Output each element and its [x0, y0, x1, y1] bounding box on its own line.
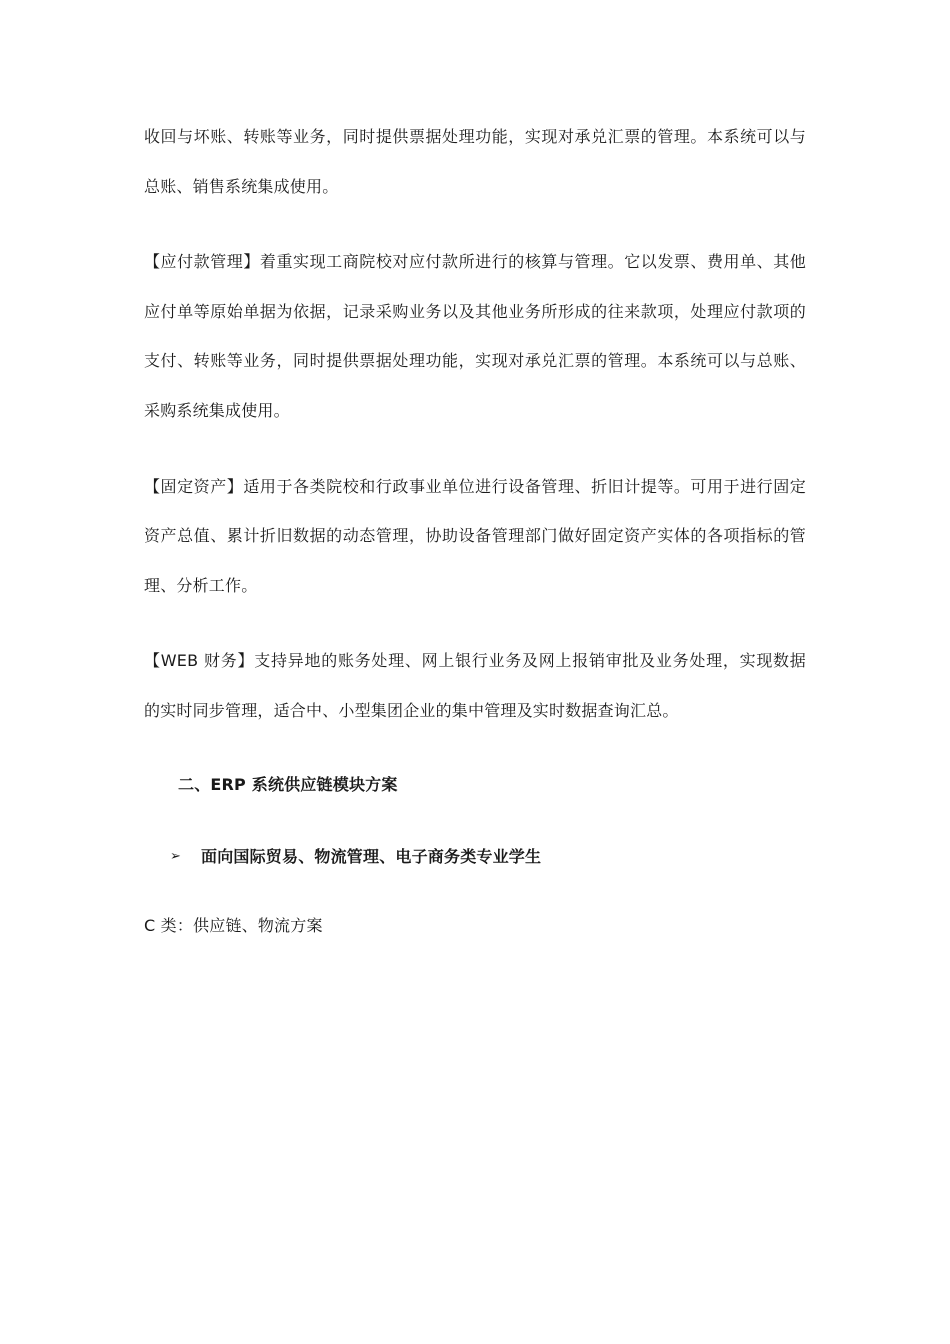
web-finance-line-2: 的实时同步管理，适合中、小型集团企业的集中管理及实时数据查询汇总。: [144, 701, 679, 720]
payables-line-1: 【应付款管理】着重实现工商院校对应付款所进行的核算与管理。它以发票、费用单、其他: [144, 252, 806, 271]
receivables-line-1: 收回与坏账、转账等业务，同时提供票据处理功能，实现对承兑汇票的管理。本系统可以与: [144, 127, 806, 146]
category-line: C 类：供应链、物流方案: [144, 916, 323, 935]
receivables-line-2: 总账、销售系统集成使用。: [144, 177, 339, 196]
bullet-item-text: 面向国际贸易、物流管理、电子商务类专业学生: [201, 847, 542, 866]
fixed-assets-line-1: 【固定资产】适用于各类院校和行政事业单位进行设备管理、折旧计提等。可用于进行固定: [144, 477, 806, 496]
web-finance-line-1: 【WEB 财务】支持异地的账务处理、网上银行业务及网上报销审批及业务处理，实现数据: [144, 651, 806, 670]
payables-line-3: 支付、转账等业务，同时提供票据处理功能，实现对承兑汇票的管理。本系统可以与总账、: [144, 351, 806, 370]
section-heading: 二、ERP 系统供应链模块方案: [178, 775, 398, 794]
fixed-assets-line-2: 资产总值、累计折旧数据的动态管理，协助设备管理部门做好固定资产实体的各项指标的管: [144, 526, 806, 545]
payables-line-2: 应付单等原始单据为依据，记录采购业务以及其他业务所形成的往来款项，处理应付款项的: [144, 302, 806, 321]
payables-line-4: 采购系统集成使用。: [144, 401, 290, 420]
arrow-bullet-icon: ➢: [170, 849, 181, 864]
fixed-assets-line-3: 理、分析工作。: [144, 576, 258, 595]
